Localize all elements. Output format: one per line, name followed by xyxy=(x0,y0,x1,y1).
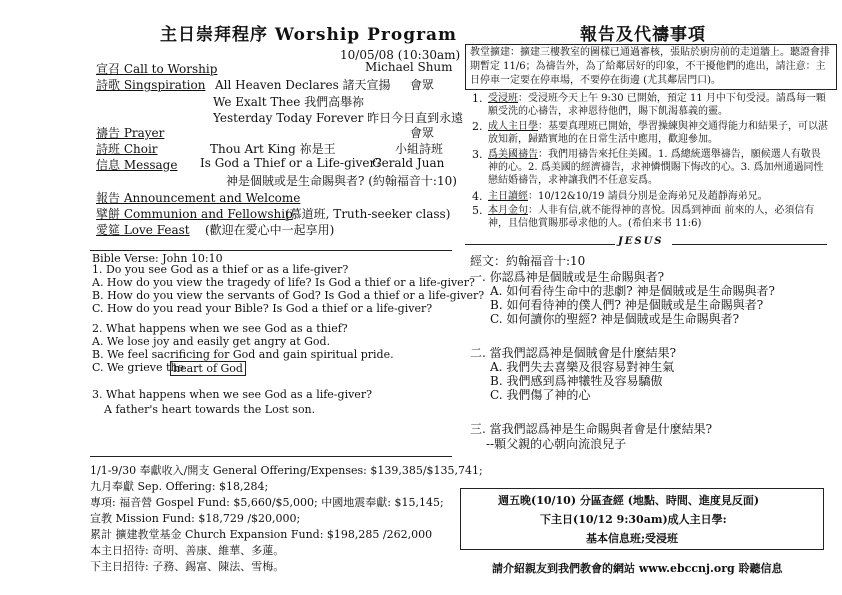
left-question-line: A. How do you view the tragedy of life? Is God a thief or a life-giver? xyxy=(92,276,475,289)
announcement-body: ：基要真理班已開始，學習操練與神交通得能力和結果子，可以湛放知新，歸踏實地的在日常生活中應用，歡迎參加。 xyxy=(488,121,828,145)
finance-line: 1/1-9/30 奉獻收入/開支 General Offering/Expenses: $139,385/$135,741; xyxy=(90,464,483,477)
announcement-heading: 爲美國禱告 xyxy=(488,149,538,160)
finance-line: 九月奉獻 Sep. Offering: $18,284; xyxy=(90,480,269,493)
announcement-heading: 主日讀經 xyxy=(488,191,528,202)
boxed-heart-of-god: heart of God xyxy=(170,361,246,376)
program-detail: We Exalt Thee 我們高舉祢 xyxy=(213,95,365,109)
left-question-line: 2. What happens when we see God as a thief? xyxy=(92,322,348,335)
finance-line: 下主日招待: 子務、錫富、陳法、雪梅。 xyxy=(90,560,285,573)
announcement-number: 2. xyxy=(472,120,483,133)
program-leader: Gerald Juan xyxy=(372,156,445,170)
program-label: 報告 Announcement and Welcome xyxy=(96,191,301,205)
program-leader: Michael Shum xyxy=(365,60,453,74)
left-question-line: 3. What happens when we see God as a life-giver? xyxy=(92,388,372,401)
announcement-body: ：10/12&10/19 請員分別是金海弟兄及趙靜海弟兄。 xyxy=(528,191,768,202)
church-website: 請介紹親友到我們教會的網站 www.ebccnj.org 聆聽信息 xyxy=(492,562,783,575)
bible-verse: Bible Verse: John 10:10 xyxy=(92,252,223,265)
right-question-line: --顆父親的心朝向流浪兒子 xyxy=(486,437,627,451)
jesus-divider-text: JESUS xyxy=(618,236,664,247)
program-detail: Yesterday Today Forever 昨日今日直到永遠 xyxy=(213,111,464,125)
announcement-number: 5. xyxy=(472,204,483,217)
finance-line: 本主日招待: 奇明、善康、維華、多蓮。 xyxy=(90,544,285,557)
program-leader: 會眾 xyxy=(410,78,435,92)
right-question-line: B. 我們感到爲神犧牲及容易驕傲 xyxy=(490,374,663,388)
program-leader: 會眾 xyxy=(410,126,435,140)
friday-line-3: 基本信息班;受浸班 xyxy=(586,532,679,545)
finance-line: 專項: 福音營 Gospel Fund: $5,660/$5,000; 中國地震奉獻: $15,145; xyxy=(90,496,444,509)
announcement-body: ：我們用禱告來托住美國。1. 爲總統選舉禱告，願候選人有敬畏神的心。2. 爲美國的經濟禱告，求神憐憫賜下悔改的心。3. 爲加州通過同性戀結婚禱告，求神讓我們不任意妄爲。 xyxy=(488,149,824,186)
right-question-line: 三. 當我們認爲神是生命賜與者會是什麼結果? xyxy=(470,422,713,436)
left-question-line: B. We feel sacrificing for God and gain spiritual pride. xyxy=(92,348,394,361)
announcement-heading: 本月金句 xyxy=(488,205,528,216)
program-label: 詩歌 Singspiration xyxy=(96,78,206,92)
program-label: 宣召 Call to Worship xyxy=(96,62,218,76)
announcement-heading: 成人主日學 xyxy=(488,121,538,132)
announcement-heading: 受浸班 xyxy=(488,93,518,104)
right-question-line: A. 如何看待生命中的悲劇? 神是個賊或是生命賜與者? xyxy=(490,284,775,298)
left-question-line: A. We lose joy and easily get angry at God. xyxy=(92,335,331,348)
program-detail: 神是個賊或是生命賜與者? (約翰福音十:10) xyxy=(226,174,457,188)
left-question-line: C. We grieve the xyxy=(92,361,184,374)
program-detail: (慕道班, Truth-seeker class) xyxy=(285,207,451,221)
left-question-line: C. How do you read your Bible? Is God a thief or a life-giver? xyxy=(92,302,433,315)
left-question-line: 1. Do you see God as a thief or as a life-giver? xyxy=(92,263,349,276)
announcement-text xyxy=(488,120,828,146)
program-leader: 小組詩班 xyxy=(395,142,444,156)
finance-line: 宣教 Mission Fund: $18,729 /$20,000; xyxy=(90,512,301,525)
left-question-line: B. How do you view the servants of God? Is God a thief or a life-giver? xyxy=(92,289,485,302)
announcements-title: 報告及代禱事項 xyxy=(580,25,706,45)
announcement-body: ：受浸班今天上午 9:30 已開始，預定 11 月中下旬受浸。請爲每一顆願受洗的心禱告，求神恩待他們，賜下飢渴慕義的靈。 xyxy=(488,93,826,117)
announcement-text xyxy=(488,148,828,187)
program-label: 信息 Message xyxy=(96,158,178,172)
announcement-number: 4. xyxy=(472,190,483,203)
program-label: 禱告 Prayer xyxy=(96,126,165,140)
announcement-text xyxy=(488,204,828,230)
program-detail: Is God a Thief or a Life-giver? xyxy=(200,156,382,170)
program-detail: (歡迎在愛心中一起享用) xyxy=(205,223,335,237)
announcement-body: ：人非有信,就不能得神的喜悅。因爲到神面 前來的人，必須信有神，且信他賞賜那尋求他的人。(希伯来书 11:6) xyxy=(488,205,815,229)
program-label: 詩班 Choir xyxy=(96,142,158,156)
right-question-line: C. 如何讀你的聖經? 神是個賊或是生命賜與者? xyxy=(490,312,740,326)
right-question-line: B. 如何看待神的僕人們? 神是個賊或是生命賜與者? xyxy=(490,298,764,312)
announcement-text xyxy=(488,190,828,203)
jesus-divider-left xyxy=(465,244,615,245)
program-label: 擘餅 Communion and Fellowship xyxy=(96,207,293,221)
service-date: 10/05/08 (10:30am) xyxy=(340,48,461,62)
announcement-number: 1. xyxy=(472,92,483,105)
right-question-line: C. 我們傷了神的心 xyxy=(490,388,591,402)
program-detail: All Heaven Declares 諸天宣揚 xyxy=(215,78,391,92)
program-detail: Thou Art King 祢是王 xyxy=(210,142,336,156)
right-question-line: 二. 當我們認爲神是個賊會是什麼結果? xyxy=(470,346,677,360)
friday-line-1: 週五晚(10/10) 分區查經 (地點、時間、進度見反面) xyxy=(498,494,760,507)
expansion-notice: 教堂擴建：擴建三樓教室的圖樣已通過審核，張貼於廚房前的走道牆上。聽證會排期暫定 11/6；為禱告外，為了給鄰居好的印象，不干擾他們的進出，請注意：主日停車一定要在停車場，不要停在街邊 (尤其鄰居門口)。 xyxy=(465,44,837,90)
bible-verse-rule xyxy=(90,250,452,251)
announcement-text xyxy=(488,92,828,118)
right-question-line: A. 我們失去喜樂及很容易對神生氣 xyxy=(490,360,675,374)
worship-program-title: 主日崇拜程序 Worship Program xyxy=(160,25,458,45)
finance-line: 累計 擴建教堂基金 Church Expansion Fund: $198,285 /262,000 xyxy=(90,528,433,541)
left-question-line: A father's heart towards the Lost son. xyxy=(104,403,316,416)
scripture-reference: 經文：約翰福音十:10 xyxy=(470,254,586,268)
jesus-divider-right xyxy=(672,244,827,245)
program-label: 愛筵 Love Feast xyxy=(96,223,190,237)
right-question-line: 一. 你認爲神是個賊或是生命賜與者? xyxy=(470,270,665,284)
finance-rule xyxy=(90,456,452,457)
announcement-number: 3. xyxy=(472,148,483,161)
friday-line-2: 下主日(10/12 9:30am)成人主日學: xyxy=(540,513,727,526)
